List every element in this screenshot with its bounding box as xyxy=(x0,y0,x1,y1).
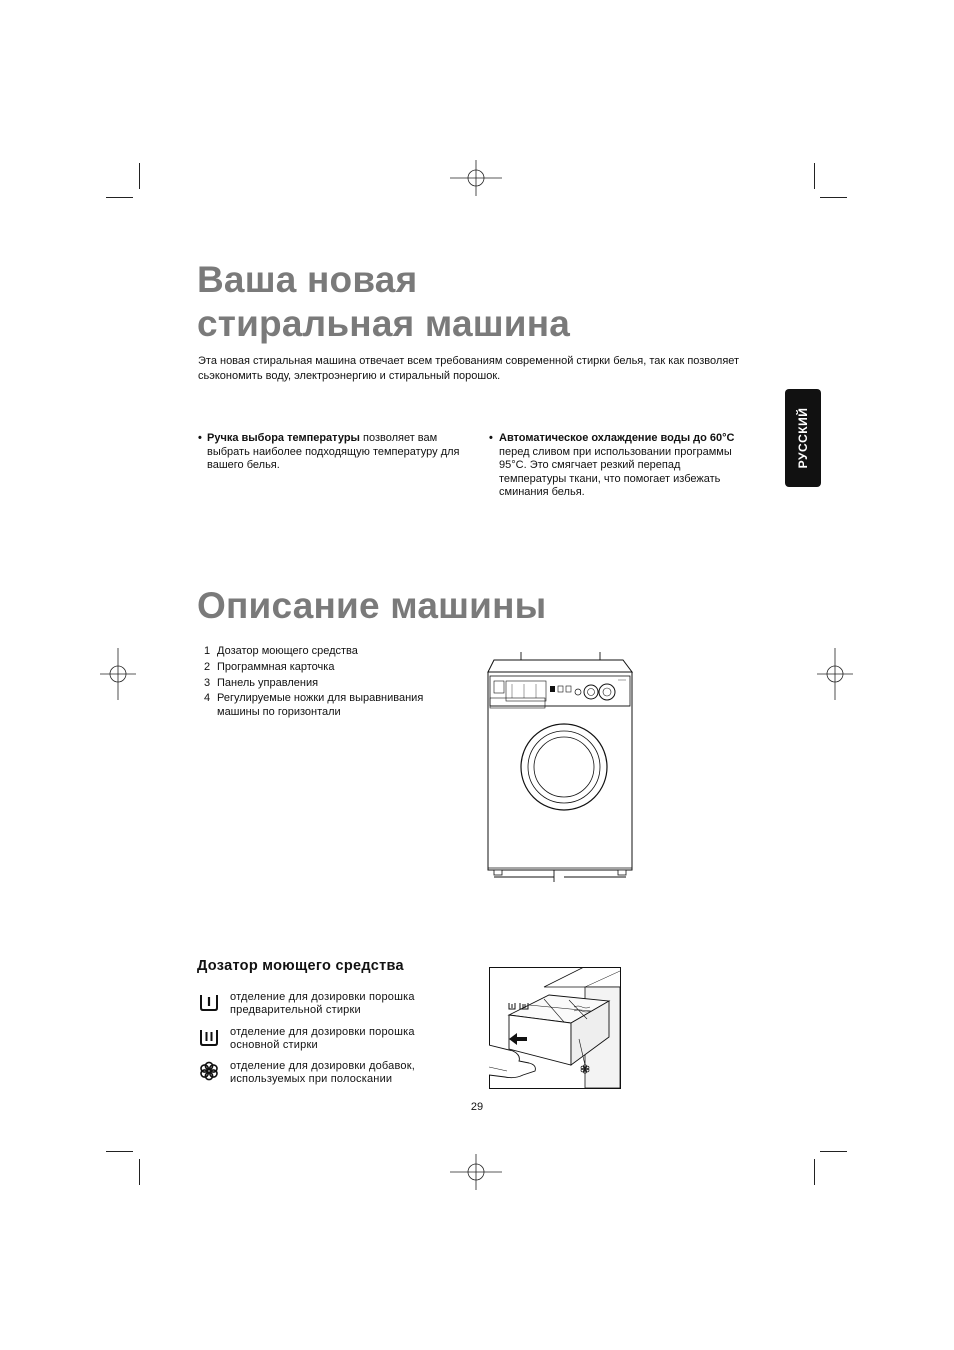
language-tab-label: РУССКИЙ xyxy=(796,407,810,469)
section-title-dispenser: Дозатор моющего средства xyxy=(197,958,404,974)
part-number: 4 xyxy=(204,692,211,704)
registration-mark-bottom xyxy=(450,1154,502,1190)
part-label: Дозатор моющего средства xyxy=(217,645,358,657)
parts-list xyxy=(204,643,457,719)
page-title-line1: Ваша новая xyxy=(197,259,418,300)
dispenser-drawer-illustration xyxy=(489,967,621,1089)
feature-text: перед сливом при использовании программы 95°C. Это смягчает резкий перепад температуры ткани, что помогает избежать сминания белья. xyxy=(499,445,732,498)
page-title xyxy=(197,258,570,346)
registration-mark-top xyxy=(450,160,502,196)
registration-mark-left xyxy=(100,648,136,700)
page-title-line2: стиральная машина xyxy=(197,303,571,344)
feature-lead: Ручка выбора температуры xyxy=(207,432,360,444)
mainwash-compartment-icon xyxy=(198,1026,220,1048)
softener-flower-icon xyxy=(198,1060,220,1082)
list-item xyxy=(204,675,457,691)
page-number: 29 xyxy=(470,1101,484,1113)
prewash-compartment-icon xyxy=(198,991,220,1013)
language-tab xyxy=(785,389,821,487)
part-label: Панель управления xyxy=(217,677,319,689)
feature-cooling xyxy=(489,432,754,500)
part-number: 2 xyxy=(204,661,211,673)
list-item xyxy=(204,691,457,719)
bullet-dot: • xyxy=(489,432,493,444)
list-item xyxy=(204,659,457,675)
washing-machine-illustration xyxy=(480,650,640,885)
compartment-label: отделение для дозировки добавок, используемых при полоскании xyxy=(230,1060,415,1085)
section-title-description: Описание машины xyxy=(197,585,547,626)
feature-text: позволяет вам выбрать наиболее подходящую температуру для вашего белья. xyxy=(207,432,460,471)
list-item xyxy=(204,643,457,659)
registration-mark-right xyxy=(817,648,853,700)
feature-lead: Автоматическое охлаждение воды до 60°C xyxy=(499,432,735,444)
bullet-dot: • xyxy=(198,432,202,444)
compartment-label: отделение для дозировки порошка предварительной стирки xyxy=(230,991,415,1016)
part-number: 1 xyxy=(204,645,211,657)
compartment-mainwash xyxy=(198,1026,440,1052)
part-number: 3 xyxy=(204,677,211,689)
intro-paragraph: Эта новая стиральная машина отвечает всем требованиям современной стирки белья, так как позволяет сьэкономить воду, электроэнергию и стиральный порошок. xyxy=(198,355,740,382)
feature-temperature xyxy=(198,432,466,473)
compartment-label: отделение для дозировки порошка основной стирки xyxy=(230,1026,415,1051)
compartment-softener xyxy=(198,1060,440,1086)
compartment-prewash xyxy=(198,991,440,1017)
part-label: Программная карточка xyxy=(217,661,335,673)
part-label: Регулируемые ножки для выравнивания машины по горизонтали xyxy=(217,692,424,718)
